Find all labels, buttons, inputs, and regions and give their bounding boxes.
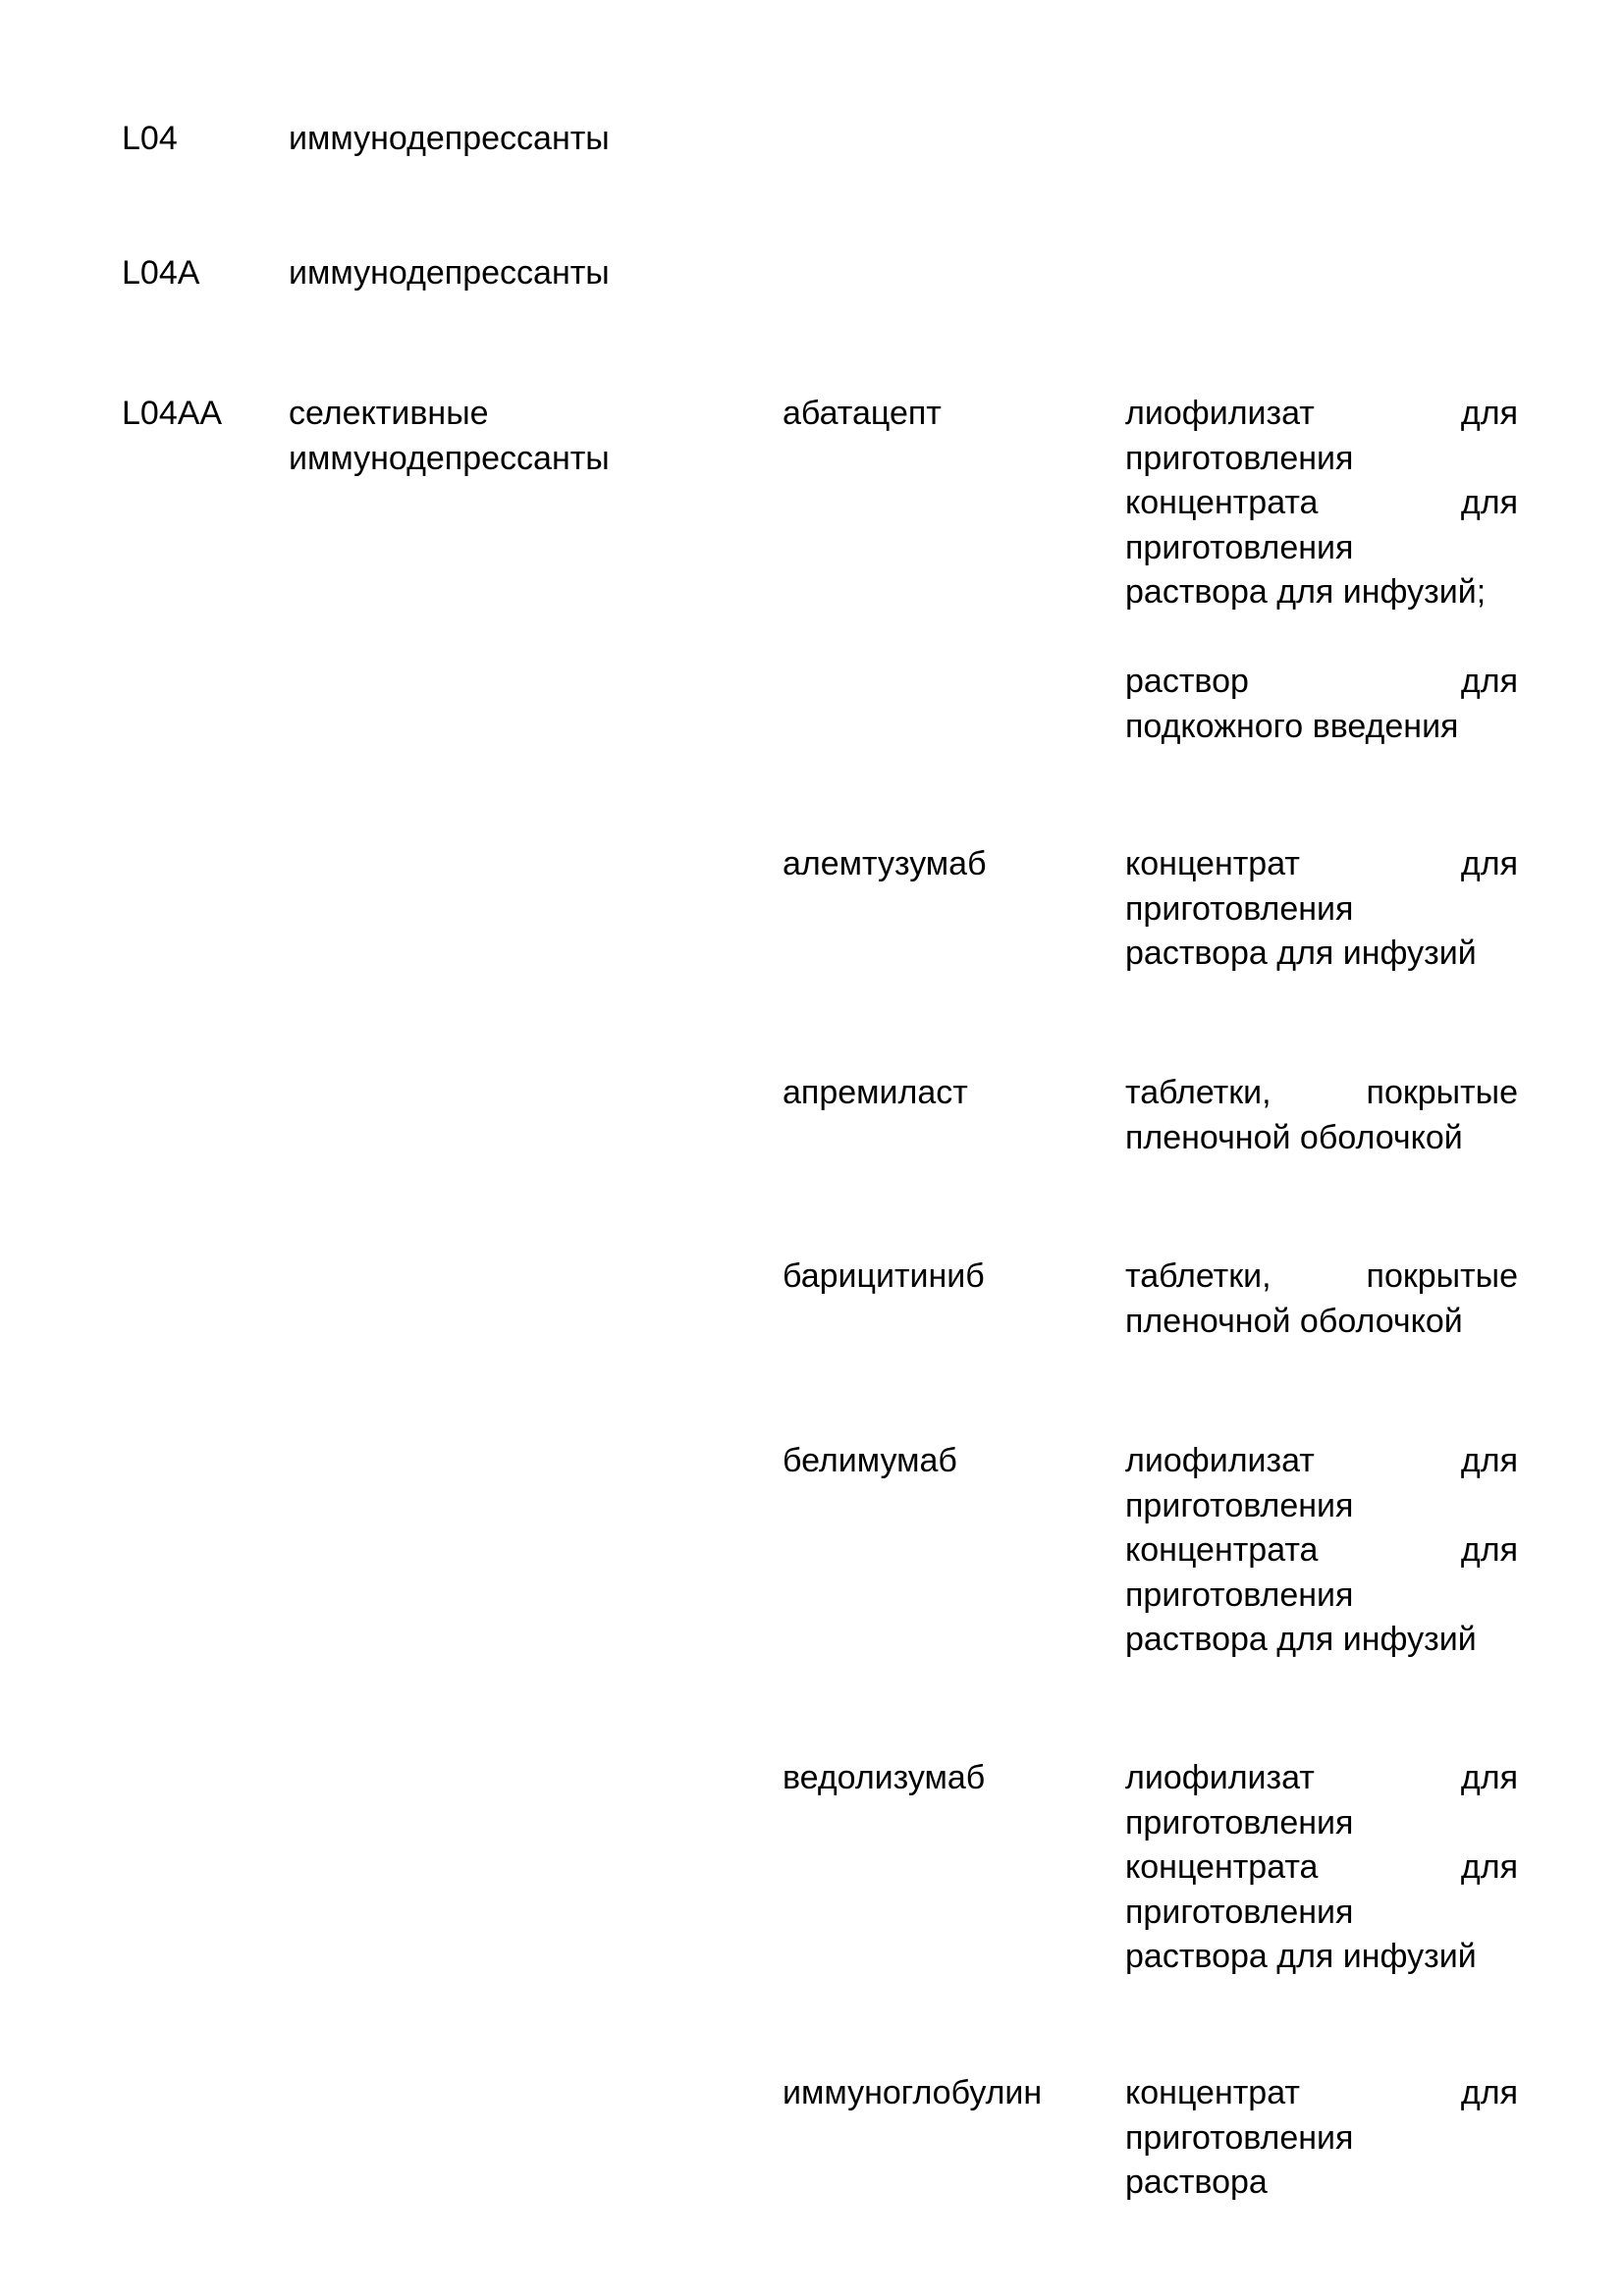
dosage-form-word: лиофилизат: [1125, 1759, 1315, 1796]
dosage-form-word: для: [1460, 395, 1518, 432]
group-name-line: селективные: [289, 395, 489, 432]
dosage-form-line: [1125, 2161, 1518, 2206]
dosage-form-line: [1125, 2116, 1518, 2162]
dosage-form-word: таблетки,: [1125, 1257, 1271, 1295]
dosage-forms: [1125, 1255, 1518, 1344]
drug-name: ведолизумаб: [783, 1759, 986, 1796]
dosage-form-word: для: [1460, 1442, 1518, 1479]
dosage-forms: [1125, 392, 1518, 749]
dosage-form-word: для: [1460, 1848, 1518, 1886]
atc-group-name-l04aa: [289, 392, 610, 481]
dosage-form: [1125, 660, 1518, 749]
group-name-line: иммунодепрессанты: [289, 120, 610, 157]
dosage-form-word: приготовления: [1125, 1803, 1354, 1842]
dosage-forms: [1125, 2071, 1518, 2206]
dosage-form-line: [1125, 932, 1518, 977]
dosage-form-line: [1125, 1484, 1518, 1529]
atc-group-name-l04: [289, 117, 610, 162]
dosage-form: [1125, 392, 1518, 615]
dosage-form-line: [1125, 660, 1518, 705]
dosage-form-word: раствора для инфузий: [1125, 1938, 1477, 1975]
dosage-form-word: для: [1460, 845, 1518, 882]
dosage-form-line: [1125, 887, 1518, 933]
dosage-form-word: для: [1460, 1759, 1518, 1796]
dosage-forms: [1125, 842, 1518, 977]
dosage-form-word: раствор: [1125, 663, 1249, 700]
dosage-form-word: раствора для инфузий: [1125, 1621, 1477, 1658]
dosage-form-line: [1125, 705, 1518, 750]
dosage-form-word: раствора для инфузий;: [1125, 573, 1487, 611]
dosage-form-word: лиофилизат: [1125, 395, 1315, 432]
drug-name: апремиласт: [783, 1074, 968, 1111]
dosage-form-line: [1125, 1439, 1518, 1484]
drug-name: барицитиниб: [783, 1257, 985, 1295]
dosage-form-word: покрытые: [1366, 1257, 1518, 1295]
dosage-form-word: таблетки,: [1125, 1074, 1271, 1111]
dosage-form-word: концентрат: [1125, 2074, 1300, 2111]
atc-code-l04: L04: [122, 120, 178, 157]
dosage-form-word: раствора для инфузий: [1125, 934, 1477, 972]
dosage-form-word: для: [1460, 1531, 1518, 1569]
drug-name: иммуноглобулин: [783, 2074, 1043, 2111]
dosage-form-line: [1125, 1071, 1518, 1116]
dosage-form-line: [1125, 1935, 1518, 1980]
dosage-form-word: приготовления: [1125, 1575, 1354, 1614]
group-name-line: иммунодепрессанты: [289, 439, 610, 477]
dosage-form-word: концентрата: [1125, 484, 1319, 521]
dosage-form-line: [1125, 392, 1518, 437]
dosage-form-line: [1125, 2071, 1518, 2116]
dosage-forms: [1125, 1439, 1518, 1663]
drug-name: абатацепт: [783, 395, 942, 432]
dosage-form-line: [1125, 1255, 1518, 1300]
dosage-form: [1125, 1071, 1518, 1160]
dosage-form-word: покрытые: [1366, 1074, 1518, 1111]
dosage-form-word: приготовления: [1125, 889, 1354, 928]
dosage-form-word: лиофилизат: [1125, 1442, 1315, 1479]
dosage-form-word: для: [1460, 484, 1518, 521]
dosage-form-line: [1125, 1756, 1518, 1801]
group-name-line: иммунодепрессанты: [289, 254, 610, 292]
dosage-form-word: приготовления: [1125, 2118, 1354, 2157]
dosage-form-word: раствора: [1125, 2163, 1268, 2201]
dosage-form-word: подкожного введения: [1125, 707, 1459, 745]
dosage-form-line: [1125, 1801, 1518, 1846]
drug-name: белимумаб: [783, 1442, 957, 1479]
dosage-form-line: [1125, 1891, 1518, 1936]
dosage-form-line: [1125, 1618, 1518, 1663]
dosage-form-word: концентрата: [1125, 1848, 1319, 1886]
dosage-form-line: [1125, 1116, 1518, 1161]
dosage-form-word: приготовления: [1125, 1893, 1354, 1931]
dosage-form-word: приготовления: [1125, 1486, 1354, 1524]
atc-code-l04aa: L04AA: [122, 395, 223, 432]
dosage-form-word: пленочной оболочкой: [1125, 1302, 1463, 1340]
dosage-form: [1125, 1255, 1518, 1344]
dosage-form-line: [1125, 1528, 1518, 1574]
dosage-form-line: [1125, 1300, 1518, 1345]
dosage-form: [1125, 1439, 1518, 1663]
dosage-form-line: [1125, 526, 1518, 571]
dosage-form-word: концентрат: [1125, 845, 1300, 882]
dosage-form-line: [1125, 481, 1518, 526]
atc-code-l04a: L04A: [122, 254, 200, 292]
dosage-form-line: [1125, 1845, 1518, 1891]
dosage-form-line: [1125, 437, 1518, 482]
atc-group-name-l04a: [289, 251, 610, 296]
dosage-form: [1125, 1756, 1518, 1980]
dosage-form-line: [1125, 570, 1518, 615]
dosage-form: [1125, 842, 1518, 977]
dosage-form-word: для: [1460, 663, 1518, 700]
dosage-form-word: пленочной оболочкой: [1125, 1118, 1463, 1156]
dosage-form-word: концентрата: [1125, 1531, 1319, 1569]
dosage-form-word: приготовления: [1125, 528, 1354, 566]
dosage-form-word: для: [1460, 2074, 1518, 2111]
dosage-form-line: [1125, 1574, 1518, 1619]
dosage-forms: [1125, 1071, 1518, 1160]
dosage-form-word: приготовления: [1125, 439, 1354, 477]
drug-name: алемтузумаб: [783, 845, 987, 882]
dosage-forms: [1125, 1756, 1518, 1980]
dosage-form: [1125, 2071, 1518, 2206]
dosage-form-line: [1125, 842, 1518, 887]
